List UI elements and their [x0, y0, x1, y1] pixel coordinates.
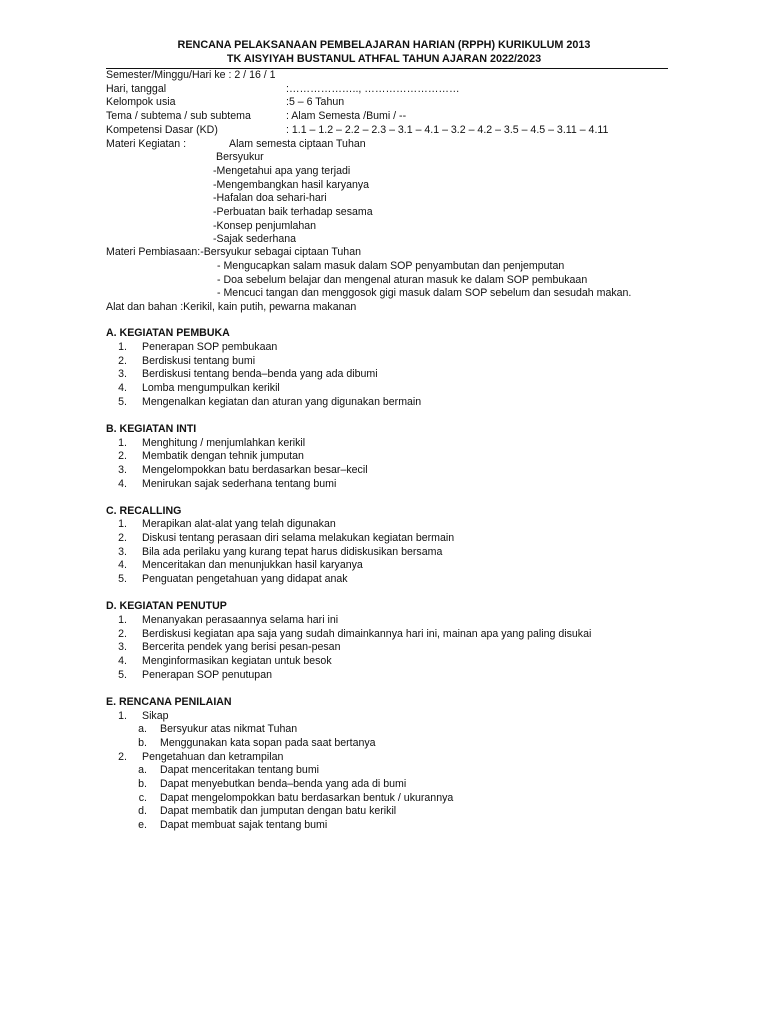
list-number: 2. [118, 628, 127, 640]
materi-kegiatan-item: -Mengembangkan hasil karyanya [213, 179, 370, 191]
materi-kegiatan-item: -Mengetahui apa yang terjadi [213, 165, 351, 177]
materi-kegiatan-item: -Perbuatan baik terhadap sesama [213, 206, 373, 218]
kelompok-value: :5 – 6 Tahun [286, 96, 345, 108]
hari-value: :……………….., ……………………… [286, 83, 460, 95]
list-number: 2. [118, 355, 127, 367]
list-item: Berdiskusi tentang bumi [142, 355, 256, 367]
list-number: 1. [118, 437, 127, 449]
list-item: Membatik dengan tehnik jumputan [142, 450, 304, 462]
list-letter: c. [138, 792, 147, 804]
list-item: Dapat menyebutkan benda–benda yang ada di bumi [160, 778, 407, 790]
list-item: Sikap [142, 710, 169, 722]
kelompok-label: Kelompok usia [106, 96, 176, 108]
list-letter: d. [138, 805, 147, 817]
list-item: Penerapan SOP pembukaan [142, 341, 278, 353]
list-number: 4. [118, 478, 127, 490]
list-number: 4. [118, 559, 127, 571]
list-number: 1. [118, 518, 127, 530]
kd-label: Kompetensi Dasar (KD) [106, 124, 218, 136]
list-item: Mengelompokkan batu berdasarkan besar–kecil [142, 464, 368, 476]
list-number: 2. [118, 450, 127, 462]
list-item: Dapat menceritakan tentang bumi [160, 764, 319, 776]
list-item: Bersyukur atas nikmat Tuhan [160, 723, 298, 735]
list-letter: a. [138, 764, 147, 776]
list-item: Menanyakan perasaannya selama hari ini [142, 614, 339, 626]
list-number: 3. [118, 368, 127, 380]
materi-kegiatan-line2: Bersyukur [216, 151, 264, 163]
list-number: 2. [118, 532, 127, 544]
list-number: 4. [118, 655, 127, 667]
list-number: 5. [118, 669, 127, 681]
section-heading: C. RECALLING [106, 505, 182, 517]
list-number: 3. [118, 641, 127, 653]
list-item: Lomba mengumpulkan kerikil [142, 382, 280, 394]
kd-value: : 1.1 – 1.2 – 2.2 – 2.3 – 3.1 – 4.1 – 3.2 – 4.2 – 3.5 – 4.5 – 3.11 – 4.11 [286, 124, 609, 136]
list-item: Menggunakan kata sopan pada saat bertanya [160, 737, 376, 749]
list-number: 5. [118, 396, 127, 408]
list-item: Menceritakan dan menunjukkan hasil karyanya [142, 559, 363, 571]
hari-label: Hari, tanggal [106, 83, 167, 95]
list-item: Dapat membuat sajak tentang bumi [160, 819, 328, 831]
list-item: Menghitung / menjumlahkan kerikil [142, 437, 306, 449]
list-item: Pengetahuan dan ketrampilan [142, 751, 284, 763]
list-item: Diskusi tentang perasaan diri selama melakukan kegiatan bermain [142, 532, 455, 544]
materi-pembiasaan-label: Materi Pembiasaan:-Bersyukur sebagai ciptaan Tuhan [106, 246, 361, 258]
section-heading: A. KEGIATAN PEMBUKA [106, 327, 230, 339]
document-title-line2: TK AISYIYAH BUSTANUL ATHFAL TAHUN AJARAN 2022/2023 [226, 53, 542, 65]
section-heading: D. KEGIATAN PENUTUP [106, 600, 227, 612]
tema-value: : Alam Semesta /Bumi / -- [286, 110, 407, 122]
list-item: Menirukan sajak sederhana tentang bumi [142, 478, 337, 490]
tema-label: Tema / subtema / sub subtema [106, 110, 251, 122]
list-item: Menginformasikan kegiatan untuk besok [142, 655, 332, 667]
materi-kegiatan-item: -Sajak sederhana [213, 233, 297, 245]
list-number: 1. [118, 341, 127, 353]
section-heading: B. KEGIATAN INTI [106, 423, 197, 435]
materi-pembiasaan-item: - Mengucapkan salam masuk dalam SOP penyambutan dan penjemputan [217, 260, 565, 272]
materi-pembiasaan-item: - Doa sebelum belajar dan mengenal aturan masuk ke dalam SOP pembukaan [217, 274, 588, 286]
list-number: 3. [118, 464, 127, 476]
list-number: 4. [118, 382, 127, 394]
materi-kegiatan-label: Materi Kegiatan : [106, 138, 187, 150]
list-number: 1. [118, 614, 127, 626]
list-letter: e. [138, 819, 147, 831]
list-item: Berdiskusi kegiatan apa saja yang sudah dimainkannya hari ini, mainan apa yang paling disukai [142, 628, 592, 640]
list-number: 1. [118, 710, 127, 722]
list-item: Penerapan SOP penutupan [142, 669, 272, 681]
list-letter: a. [138, 723, 147, 735]
materi-pembiasaan-item: - Mencuci tangan dan menggosok gigi masuk dalam SOP sebelum dan sesudah makan. [217, 287, 632, 299]
semester-row: Semester/Minggu/Hari ke : 2 / 16 / 1 [106, 69, 276, 81]
list-item: Mengenalkan kegiatan dan aturan yang digunakan bermain [142, 396, 422, 408]
list-item: Bila ada perilaku yang kurang tepat harus didiskusikan bersama [142, 546, 443, 558]
list-item: Dapat membatik dan jumputan dengan batu kerikil [160, 805, 397, 817]
list-letter: b. [138, 778, 147, 790]
list-item: Berdiskusi tentang benda–benda yang ada dibumi [142, 368, 378, 380]
document-title-line1: RENCANA PELAKSANAAN PEMBELAJARAN HARIAN (RPPH) KURIKULUM 2013 [177, 39, 591, 51]
materi-kegiatan-line1: Alam semesta ciptaan Tuhan [229, 138, 366, 150]
list-number: 2. [118, 751, 127, 763]
section-heading: E. RENCANA PENILAIAN [106, 696, 232, 708]
alat-bahan-row: Alat dan bahan :Kerikil, kain putih, pewarna makanan [106, 301, 357, 313]
list-item: Penguatan pengetahuan yang didapat anak [142, 573, 348, 585]
list-number: 5. [118, 573, 127, 585]
list-number: 3. [118, 546, 127, 558]
list-letter: b. [138, 737, 147, 749]
list-item: Merapikan alat-alat yang telah digunakan [142, 518, 336, 530]
materi-kegiatan-item: -Hafalan doa sehari-hari [213, 192, 327, 204]
list-item: Dapat mengelompokkan batu berdasarkan bentuk / ukurannya [160, 792, 454, 804]
materi-kegiatan-item: -Konsep penjumlahan [213, 220, 317, 232]
list-item: Bercerita pendek yang berisi pesan-pesan [142, 641, 341, 653]
